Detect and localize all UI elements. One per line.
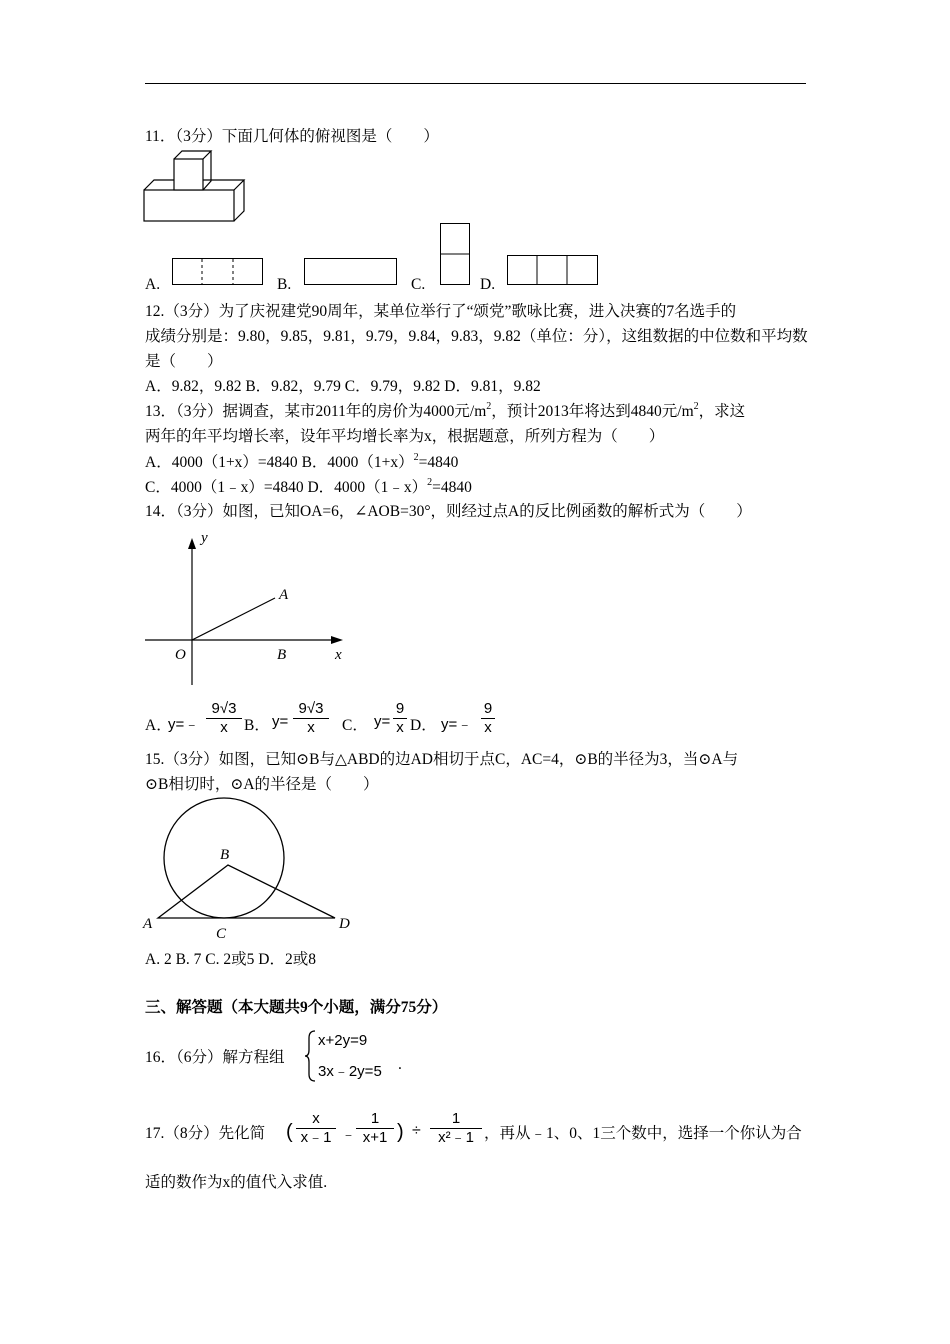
q14-label-y: y [201, 530, 208, 546]
q14-option-a-label: A． [145, 717, 172, 734]
q14-option-c-label: C． [342, 717, 368, 734]
q16-brace [305, 1030, 317, 1082]
q11-option-a-label: A. [145, 276, 161, 293]
q17-stem: 17.（8分）先化简 [145, 1125, 266, 1142]
q12-line3: 是（ ） [145, 353, 223, 370]
q14-option-b-fraction: 9√3 x [293, 700, 329, 737]
q14-option-a-fraction: 9√3 x [206, 700, 242, 737]
q11-option-d-figure [507, 255, 598, 286]
q14-stem: 14．（3分）如图，已知OA=6，∠AOB=30°，则经过点A的反比例函数的解析式为（ ） [145, 503, 752, 520]
section3-heading: 三、解答题（本大题共9个小题，满分75分） [145, 999, 448, 1016]
q12-line2: 成绩分别是：9.80，9.85，9.81，9.79，9.84，9.83，9.82（单位：分），这组数据的中位数和平均数 [145, 328, 808, 345]
q14-label-b: B [277, 647, 287, 663]
q16-equation-2: 3x﹣2y=5 [318, 1063, 382, 1080]
q13-options-ab: A．4000（1+x）=4840 B．$4000(1+x)^2=4840$ [145, 452, 459, 471]
q17-tail: ，再从﹣1、0、1三个数中，选择一个你认为合 [484, 1125, 802, 1142]
q16-stem: 16．（6分）解方程组 [145, 1049, 285, 1066]
top-rule [145, 83, 806, 84]
q11-solid-figure [143, 150, 243, 225]
q17-fraction-2: 1 x+1 [356, 1110, 394, 1147]
q11-option-c-figure [440, 223, 471, 286]
q14-label-x: x [335, 647, 342, 663]
q14-option-d-fraction: 9 x [481, 700, 495, 737]
q17-paren-open: ( [286, 1121, 293, 1143]
q14-option-c-fraction: 9 x [393, 700, 407, 737]
q11-option-c-label: C. [411, 276, 426, 293]
q16-end: . [398, 1056, 402, 1073]
q15-line2: ⊙B相切时，⊙A的半径是（ ） [145, 776, 379, 793]
q14-label-a: A [279, 587, 289, 603]
q15-label-a: A [143, 916, 153, 932]
q11-option-b-label: B. [277, 276, 292, 293]
q11-option-d-label: D. [480, 276, 496, 293]
q14-option-a-y: y=﹣ [168, 716, 200, 733]
q14-option-b-y: y= [272, 713, 289, 730]
q15-circle-triangle-figure [140, 800, 360, 942]
q17-line2: 适的数作为x的值代入求值. [145, 1174, 328, 1191]
q17-fraction-3: 1 x²﹣1 [430, 1110, 482, 1147]
q15-label-c: C [216, 926, 227, 942]
q13-line2: 两年的年平均增长率，设年平均增长率为x，根据题意，所列方程为（ ） [145, 428, 665, 445]
q17-divide: ÷ [412, 1122, 421, 1139]
q14-option-b-label: B． [244, 717, 270, 734]
q15-options: A. 2 B. 7 C. 2或5 D．2或8 [145, 951, 316, 968]
q11-option-b-figure [304, 258, 397, 286]
q13-line1: 13．（3分）据调查，某市2011年的房价为4000元$/m^2$，预计2013年将达到4840元$/m^2$，求这 [145, 401, 746, 420]
q14-coordinate-figure [145, 530, 355, 690]
q17-paren-close: ) [397, 1121, 404, 1143]
q15-label-d: D [339, 916, 350, 932]
q15-label-b: B [220, 847, 230, 863]
q12-line1: 12.（3分）为了庆祝建党90周年，某单位举行了“颂党”歌咏比赛，进入决赛的7名选手的 [145, 303, 737, 320]
q17-fraction-1: x x﹣1 [296, 1110, 336, 1147]
q14-option-c-y: y= [374, 713, 391, 730]
q16-equation-1: x+2y=9 [318, 1032, 368, 1049]
q12-options: A．9.82，9.82 B．9.82，9.79 C．9.79，9.82 D．9.81，9.82 [145, 378, 541, 395]
q13-options-cd: C．4000（1﹣x）=4840 D．4000（1﹣x）$^2$=4840 [145, 477, 472, 496]
q11-option-a-figure [172, 258, 264, 286]
q14-option-d-label: D． [410, 717, 437, 734]
q14-option-d-y: y=﹣ [441, 716, 473, 733]
q15-line1: 15.（3分）如图，已知⊙B与△ABD的边AD相切于点C，AC=4，⊙B的半径为3，当⊙A与 [145, 751, 739, 768]
q14-label-o: O [175, 647, 186, 663]
q17-minus: ﹣ [341, 1126, 357, 1143]
q11-stem: 11．（3分）下面几何体的俯视图是（ ） [145, 128, 439, 145]
